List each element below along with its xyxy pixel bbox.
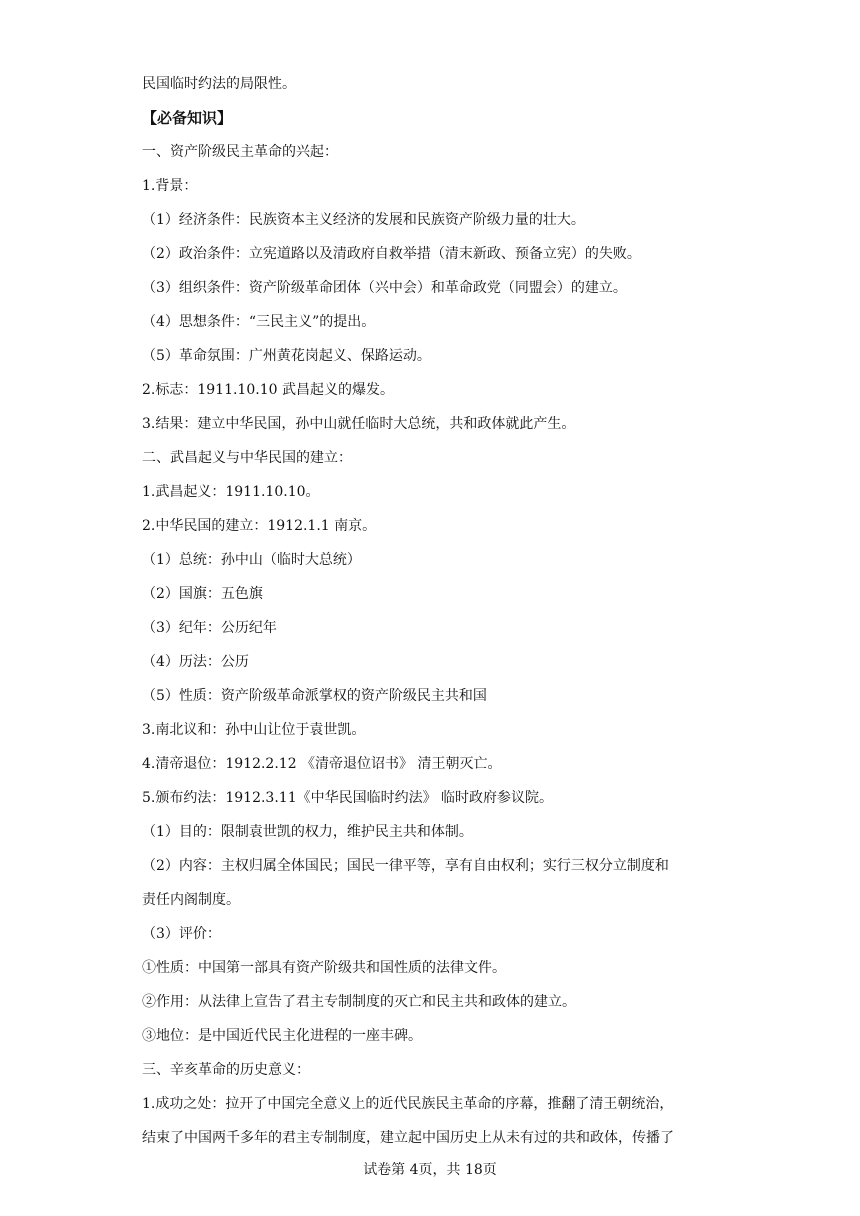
text-line: （2）国旗：五色旗 <box>142 586 263 602</box>
text-line: （4）思想条件：“三民主义”的提出。 <box>142 314 376 330</box>
text-line: 3.南北议和：孙中山让位于袁世凯。 <box>142 722 366 738</box>
text-line: （2）政治条件：立宪道路以及清政府自救举措（清末新政、预备立宪）的失败。 <box>142 246 641 262</box>
text-line: ①性质：中国第一部具有资产阶级共和国性质的法律文件。 <box>142 960 506 976</box>
text-line: 一、资产阶级民主革命的兴起： <box>142 144 338 160</box>
text-line: 5.颁布约法：1912.3.11《中华民国临时约法》 临时政府参议院。 <box>142 790 554 806</box>
text-line: （1）目的：限制袁世凯的权力，维护民主共和体制。 <box>142 824 473 840</box>
text-line: （3）纪年：公历纪年 <box>142 620 277 636</box>
text-line: （4）历法：公历 <box>142 654 249 670</box>
page-footer: 试卷第 4页，共 18页 <box>363 1162 497 1178</box>
document-body <box>142 67 722 1155</box>
text-line: （1）总统：孙中山（临时大总统） <box>142 552 361 568</box>
text-line: 2.中华民国的建立：1912.1.1 南京。 <box>142 518 377 534</box>
text-line: 1.背景： <box>142 178 198 194</box>
text-line: （1）经济条件：民族资本主义经济的发展和民族资产阶级力量的壮大。 <box>142 212 585 228</box>
text-line: 1.成功之处：拉开了中国完全意义上的近代民族民主革命的序幕，推翻了清王朝统治， <box>142 1096 674 1112</box>
text-line: ③地位：是中国近代民主化进程的一座丰碑。 <box>142 1028 422 1044</box>
text-line: 三、辛亥革命的历史意义： <box>142 1062 310 1078</box>
text-line: （5）革命氛围：广州黄花岗起义、保路运动。 <box>142 348 431 364</box>
text-line: 二、武昌起义与中华民国的建立： <box>142 450 352 466</box>
text-line: 3.结果：建立中华民国，孙中山就任临时大总统，共和政体就此产生。 <box>142 416 576 432</box>
text-line: 1.武昌起义：1911.10.10。 <box>142 484 320 500</box>
section-heading: 【必备知识】 <box>142 109 233 127</box>
text-line: （3）组织条件：资产阶级革命团体（兴中会）和革命政党（同盟会）的建立。 <box>142 280 627 296</box>
text-line: 结束了中国两千多年的君主专制制度，建立起中国历史上从未有过的共和政体，传播了 <box>142 1130 674 1146</box>
text-line: 民国临时约法的局限性。 <box>142 76 296 92</box>
text-line: （3）评价： <box>142 926 221 942</box>
text-line: 责任内阁制度。 <box>142 892 240 908</box>
text-line: （2）内容：主权归属全体国民；国民一律平等，享有自由权利；实行三权分立制度和 <box>142 858 669 874</box>
text-line: ②作用：从法律上宣告了君主专制制度的灭亡和民主共和政体的建立。 <box>142 994 576 1010</box>
text-line: 4.清帝退位：1912.2.12 《清帝退位诏书》 清王朝灭亡。 <box>142 756 502 772</box>
text-line: （5）性质：资产阶级革命派掌权的资产阶级民主共和国 <box>142 688 487 704</box>
text-line: 2.标志：1911.10.10 武昌起义的爆发。 <box>142 382 394 398</box>
